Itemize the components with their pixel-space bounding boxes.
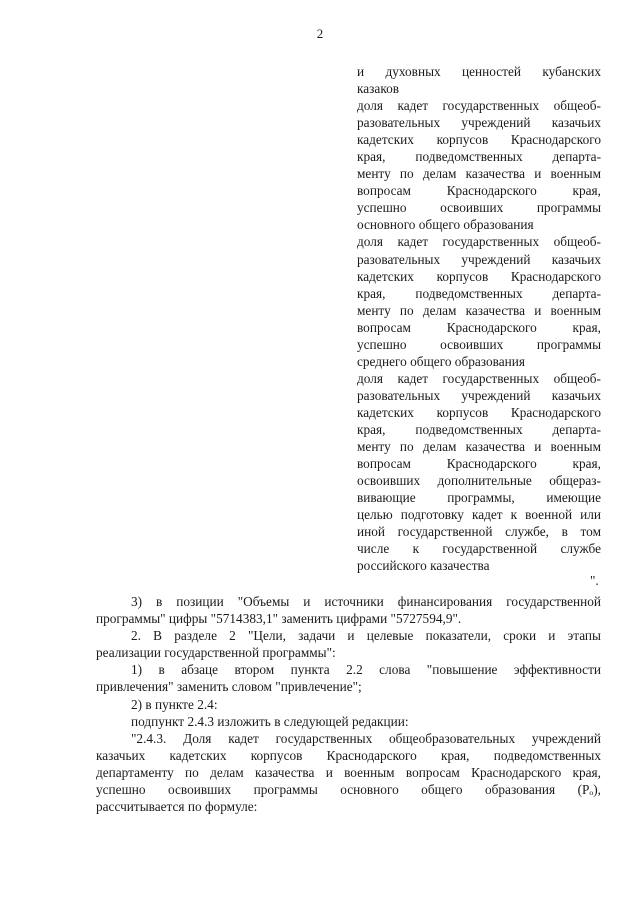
- text-line: основного общего образования: [357, 217, 534, 233]
- text-line: иной государственной службе, в том: [357, 524, 601, 540]
- text-line: менту по делам казачества и военным: [357, 302, 601, 318]
- paragraph-line: реализации государственной программы":: [96, 645, 336, 661]
- paragraph-line: 1) в абзаце втором пункта 2.2 слова "повышение эффективности: [131, 662, 601, 678]
- text-line: освоивших дополнительные общераз-: [357, 473, 601, 489]
- text-line: края, подведомственных департа-: [357, 421, 601, 437]
- text-line: менту по делам казачества и военным: [357, 439, 601, 455]
- text-line: и духовных ценностей кубанских: [357, 64, 601, 79]
- paragraph-line: 2) в пункте 2.4:: [131, 696, 218, 712]
- text-line: разовательных учреждений казачьих: [357, 387, 601, 403]
- paragraph-line: 3) в позиции "Объемы и источники финансирования государственной: [131, 594, 601, 609]
- text-line: вопросам Краснодарского края,: [357, 183, 601, 199]
- text-line: российского казачества: [357, 558, 490, 574]
- text-line: края, подведомственных департа-: [357, 285, 601, 301]
- paragraph-line: департаменту по делам казачества и военным вопросам Краснодарского края,: [96, 764, 601, 780]
- text-line: вопросам Краснодарского края,: [357, 456, 601, 472]
- text-line: доля кадет государственных общеоб-: [357, 234, 601, 250]
- page-number: 2: [316, 26, 324, 41]
- text-line: числе к государственной службе: [357, 541, 601, 557]
- text-line: менту по делам казачества и военным: [357, 166, 601, 182]
- paragraph-line: привлечения" заменить словом "привлечение";: [96, 679, 362, 695]
- text-line: доля кадет государственных общеоб-: [357, 370, 601, 386]
- closing-quote: ".: [590, 573, 599, 588]
- paragraph-line: программы" цифры "5714383,1" заменить цифрами "5727594,9".: [96, 611, 462, 627]
- paragraph-line: казачьих кадетских корпусов Краснодарского края, подведомственных: [96, 747, 601, 763]
- text-line: кадетских корпусов Краснодарского: [357, 132, 601, 148]
- text-line: разовательных учреждений казачьих: [357, 251, 601, 267]
- text-line: успешно освоивших программы: [357, 200, 601, 216]
- text-line: целью подготовку кадет к военной или: [357, 507, 601, 523]
- text-line: края, подведомственных департа-: [357, 149, 601, 165]
- body-text: [96, 593, 601, 815]
- text-line: вивающие программы, имеющие: [357, 490, 601, 506]
- text-line: кадетских корпусов Краснодарского: [357, 268, 601, 284]
- paragraph-line: рассчитывается по формуле:: [96, 799, 258, 815]
- text-line: кадетских корпусов Краснодарского: [357, 404, 601, 420]
- paragraph-line: 2. В разделе 2 "Цели, задачи и целевые показатели, сроки и этапы: [131, 628, 601, 644]
- text-line: вопросам Краснодарского края,: [357, 319, 601, 335]
- paragraph-line: подпункт 2.4.3 изложить в следующей редакции:: [131, 713, 409, 729]
- text-line: среднего общего образования: [357, 353, 525, 369]
- text-line: разовательных учреждений казачьих: [357, 115, 601, 131]
- text-line: казаков: [357, 81, 400, 97]
- text-line: успешно освоивших программы: [357, 336, 601, 352]
- paragraph-line: "2.4.3. Доля кадет государственных общеобразовательных учреждений: [131, 730, 601, 746]
- paragraph-line: успешно освоивших программы основного общего образования (Pₒ),: [96, 782, 601, 798]
- text-line: доля кадет государственных общеоб-: [357, 98, 601, 114]
- table-right-column: [357, 63, 601, 574]
